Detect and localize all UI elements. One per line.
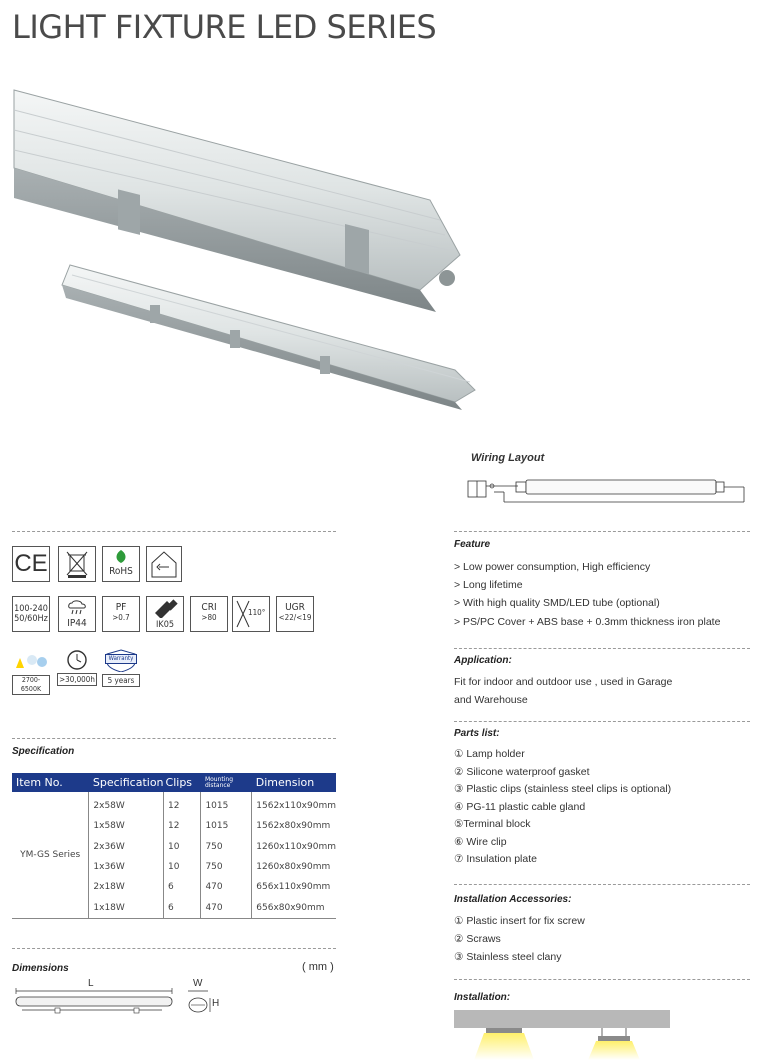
column-header: Mounting distance [201, 773, 252, 792]
table-cell: 750 [201, 857, 252, 877]
table-cell: 470 [201, 877, 252, 897]
dimensions-unit: ( mm ) [302, 961, 334, 973]
product-image [0, 80, 480, 420]
parts-list-item: ⑤Terminal block [454, 818, 531, 830]
parts-list-item: ④ PG-11 plastic cable gland [454, 801, 586, 813]
column-header: Specification [89, 773, 164, 792]
table-row [12, 792, 336, 816]
page-title: LIGHT FIXTURE LED SERIES [12, 8, 437, 46]
table-cell: 1x58W [89, 816, 164, 836]
feature-title: Feature [454, 539, 491, 550]
color-temperature-badge: 2700-6500K [12, 648, 50, 686]
table-cell: 656x110x90mm [252, 877, 336, 897]
table-header-row [12, 773, 336, 792]
table-cell: 10 [164, 857, 201, 877]
table-cell: 1260x110x90mm [252, 837, 336, 857]
table-cell: 12 [164, 792, 201, 816]
series-cell: YM-GS Series [20, 849, 81, 860]
rohs-badge: RoHS [102, 546, 140, 582]
ip44-badge: IP44 [58, 596, 96, 632]
table-cell: 1x36W [89, 857, 164, 877]
dimensions-title: Dimensions [12, 963, 69, 974]
parts-list-item: ⑥ Wire clip [454, 836, 507, 848]
table-cell: 10 [164, 837, 201, 857]
specification-table [12, 773, 336, 919]
application-text: and Warehouse [454, 694, 528, 706]
accessory-item: ③ Stainless steel clany [454, 951, 562, 963]
parts-list-item: ② Silicone waterproof gasket [454, 766, 590, 778]
table-cell: 1015 [201, 792, 252, 816]
beam-angle-badge: 110° [232, 596, 270, 632]
wiring-diagram [464, 474, 754, 510]
parts-list-title: Parts list: [454, 728, 500, 739]
feature-item: > Long lifetime [454, 579, 523, 591]
column-header: Clips [164, 773, 201, 792]
application-title: Application: [454, 655, 512, 666]
table-cell: 2x36W [89, 837, 164, 857]
installation-diagram [454, 1010, 670, 1060]
installation-title: Installation: [454, 992, 511, 1003]
table-cell: 1562x80x90mm [252, 816, 336, 836]
weee-bin-icon [58, 546, 96, 582]
divider [454, 648, 750, 649]
application-text: Fit for indoor and outdoor use , used in Garage [454, 676, 673, 688]
table-cell: 2x58W [89, 792, 164, 816]
table-cell: 1015 [201, 816, 252, 836]
lifetime-clock-icon: >30,000h [58, 648, 96, 686]
table-cell: 470 [201, 897, 252, 918]
column-header: Dimension [252, 773, 336, 792]
warranty-badge: Warranty 5 years [102, 648, 140, 686]
divider [454, 721, 750, 722]
table-cell: 2x18W [89, 877, 164, 897]
ce-mark-icon: CE [12, 546, 50, 582]
table-cell: 1x18W [89, 897, 164, 918]
parts-list-item: ③ Plastic clips (stainless steel clips is optional) [454, 783, 672, 795]
ik05-badge: IK05 [146, 596, 184, 632]
table-cell: 1562x110x90mm [252, 792, 336, 816]
dimension-label-l: L [88, 978, 94, 989]
divider [12, 948, 336, 949]
table-cell: 12 [164, 816, 201, 836]
voltage-badge: 100-240 50/60Hz [12, 596, 50, 632]
column-header: Item No. [12, 773, 89, 792]
cri-badge: CRI >80 [190, 596, 228, 632]
table-cell: 750 [201, 837, 252, 857]
dimension-label-w: W [193, 978, 203, 989]
divider [12, 738, 336, 739]
table-cell: 6 [164, 897, 201, 918]
installation-accessories-title: Installation Accessories: [454, 894, 572, 905]
divider [454, 979, 750, 980]
specification-title: Specification [12, 746, 75, 757]
divider [454, 884, 750, 885]
feature-item: > PS/PC Cover + ABS base + 0.3mm thickness iron plate [454, 616, 721, 628]
dimension-label-h: H [212, 998, 220, 1009]
wiring-layout-title: Wiring Layout [471, 452, 545, 464]
divider [454, 531, 750, 532]
power-factor-badge: PF >0.7 [102, 596, 140, 632]
ugr-badge: UGR <22/<19 [276, 596, 314, 632]
parts-list-item: ⑦ Insulation plate [454, 853, 537, 865]
parts-list-item: ① Lamp holder [454, 748, 525, 760]
indoor-house-icon [146, 546, 182, 582]
table-cell: 6 [164, 877, 201, 897]
dimension-drawing [12, 988, 212, 1018]
feature-item: > Low power consumption, High efficiency [454, 561, 651, 573]
accessory-item: ① Plastic insert for fix screw [454, 915, 585, 927]
divider [12, 531, 336, 532]
accessory-item: ② Scraws [454, 933, 501, 945]
table-cell: 1260x80x90mm [252, 857, 336, 877]
feature-item: > With high quality SMD/LED tube (optional) [454, 597, 660, 609]
table-cell: 656x80x90mm [252, 897, 336, 918]
